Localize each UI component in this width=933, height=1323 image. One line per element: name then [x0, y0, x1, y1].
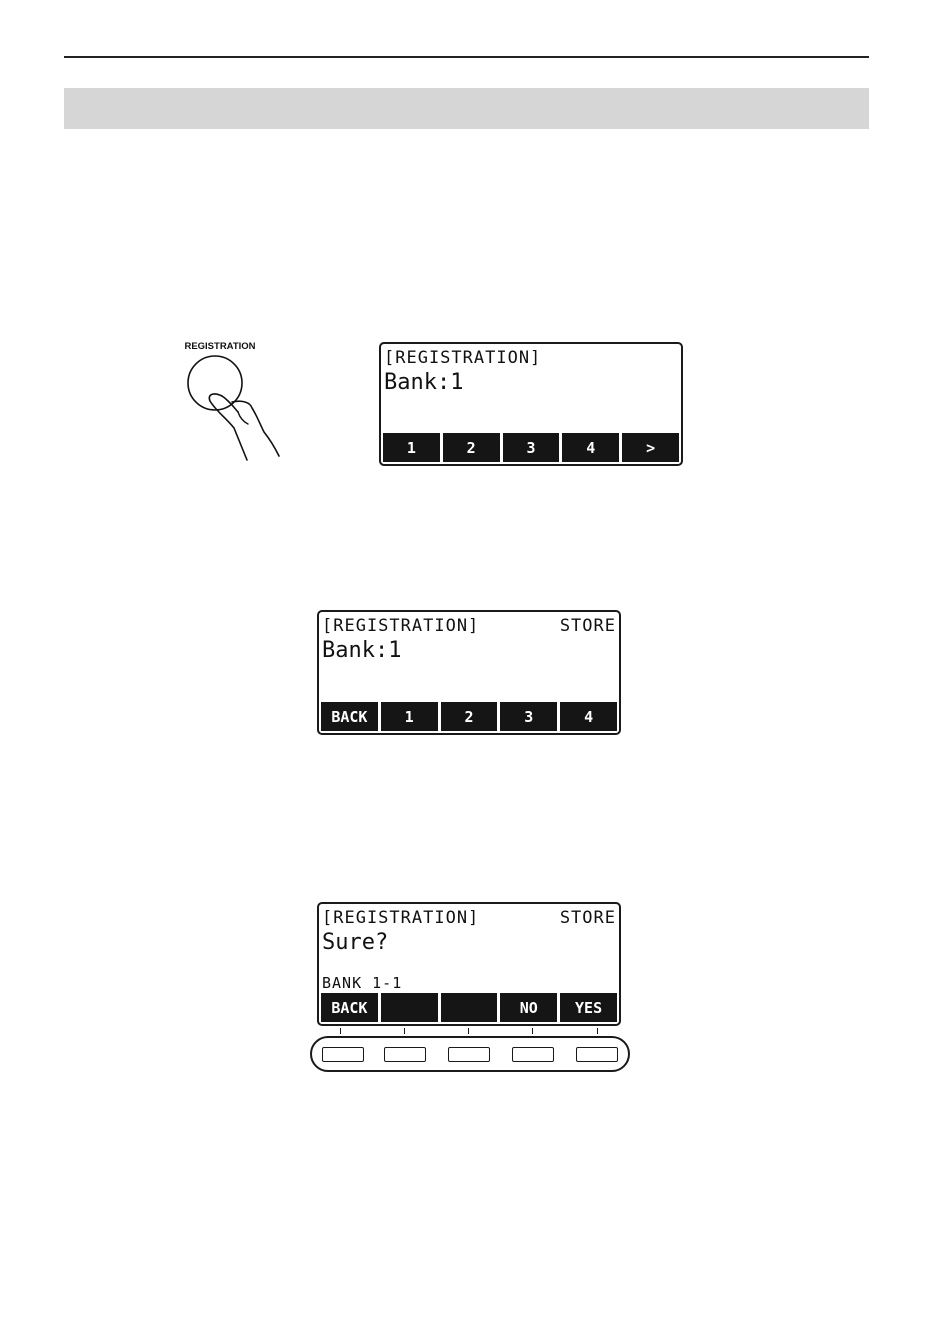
softkey-back[interactable]: BACK: [321, 993, 378, 1022]
tick-mark: [404, 1028, 405, 1034]
softkey-4[interactable]: 4: [562, 433, 619, 462]
softkey-blank-3[interactable]: [441, 993, 498, 1022]
physical-button-2[interactable]: [384, 1047, 426, 1062]
softkey-no[interactable]: NO: [500, 993, 557, 1022]
lcd-header: [384, 348, 678, 370]
physical-button-4[interactable]: [512, 1047, 554, 1062]
screen-title: [REGISTRATION]: [322, 616, 480, 636]
bank-value: Bank:1: [384, 370, 464, 395]
pressing-hand-icon: [180, 336, 290, 466]
registration-button-label: REGISTRATION: [184, 341, 256, 352]
screen-title: [REGISTRATION]: [322, 908, 480, 928]
registration-button-illustration: [180, 336, 290, 466]
physical-button-5[interactable]: [576, 1047, 618, 1062]
softkey-1[interactable]: 1: [383, 433, 440, 462]
physical-button-3[interactable]: [448, 1047, 490, 1062]
tick-mark: [532, 1028, 533, 1034]
tick-mark: [468, 1028, 469, 1034]
confirm-prompt: Sure?: [322, 930, 389, 955]
screen-mode: STORE: [559, 616, 616, 636]
softkey-next[interactable]: >: [622, 433, 679, 462]
softkey-row: [321, 993, 617, 1022]
screen-mode: STORE: [559, 908, 616, 928]
section-title-bar: [64, 88, 869, 129]
softkey-2[interactable]: 2: [443, 433, 500, 462]
softkey-1[interactable]: 1: [381, 702, 438, 731]
tick-mark: [340, 1028, 341, 1034]
physical-button-bar: [310, 1036, 630, 1072]
physical-button-1[interactable]: [322, 1047, 364, 1062]
softkey-4[interactable]: 4: [560, 702, 617, 731]
lcd-screen-confirm: [317, 902, 621, 1026]
lcd-header: [322, 908, 616, 930]
lcd-header: [322, 616, 616, 638]
softkey-row: [321, 702, 617, 731]
screen-title: [REGISTRATION]: [384, 348, 542, 368]
lcd-screen-store-bank: [317, 610, 621, 735]
softkey-3[interactable]: 3: [503, 433, 560, 462]
bank-value: Bank:1: [322, 638, 402, 663]
softkey-blank-2[interactable]: [381, 993, 438, 1022]
top-rule: [64, 56, 869, 58]
softkey-yes[interactable]: YES: [560, 993, 617, 1022]
softkey-3[interactable]: 3: [500, 702, 557, 731]
lcd-screen-bank-select: [379, 342, 683, 466]
bank-slot-label: BANK 1-1: [322, 974, 403, 992]
softkey-back[interactable]: BACK: [321, 702, 378, 731]
softkey-2[interactable]: 2: [441, 702, 498, 731]
tick-mark: [597, 1028, 598, 1034]
softkey-row: [383, 433, 679, 462]
